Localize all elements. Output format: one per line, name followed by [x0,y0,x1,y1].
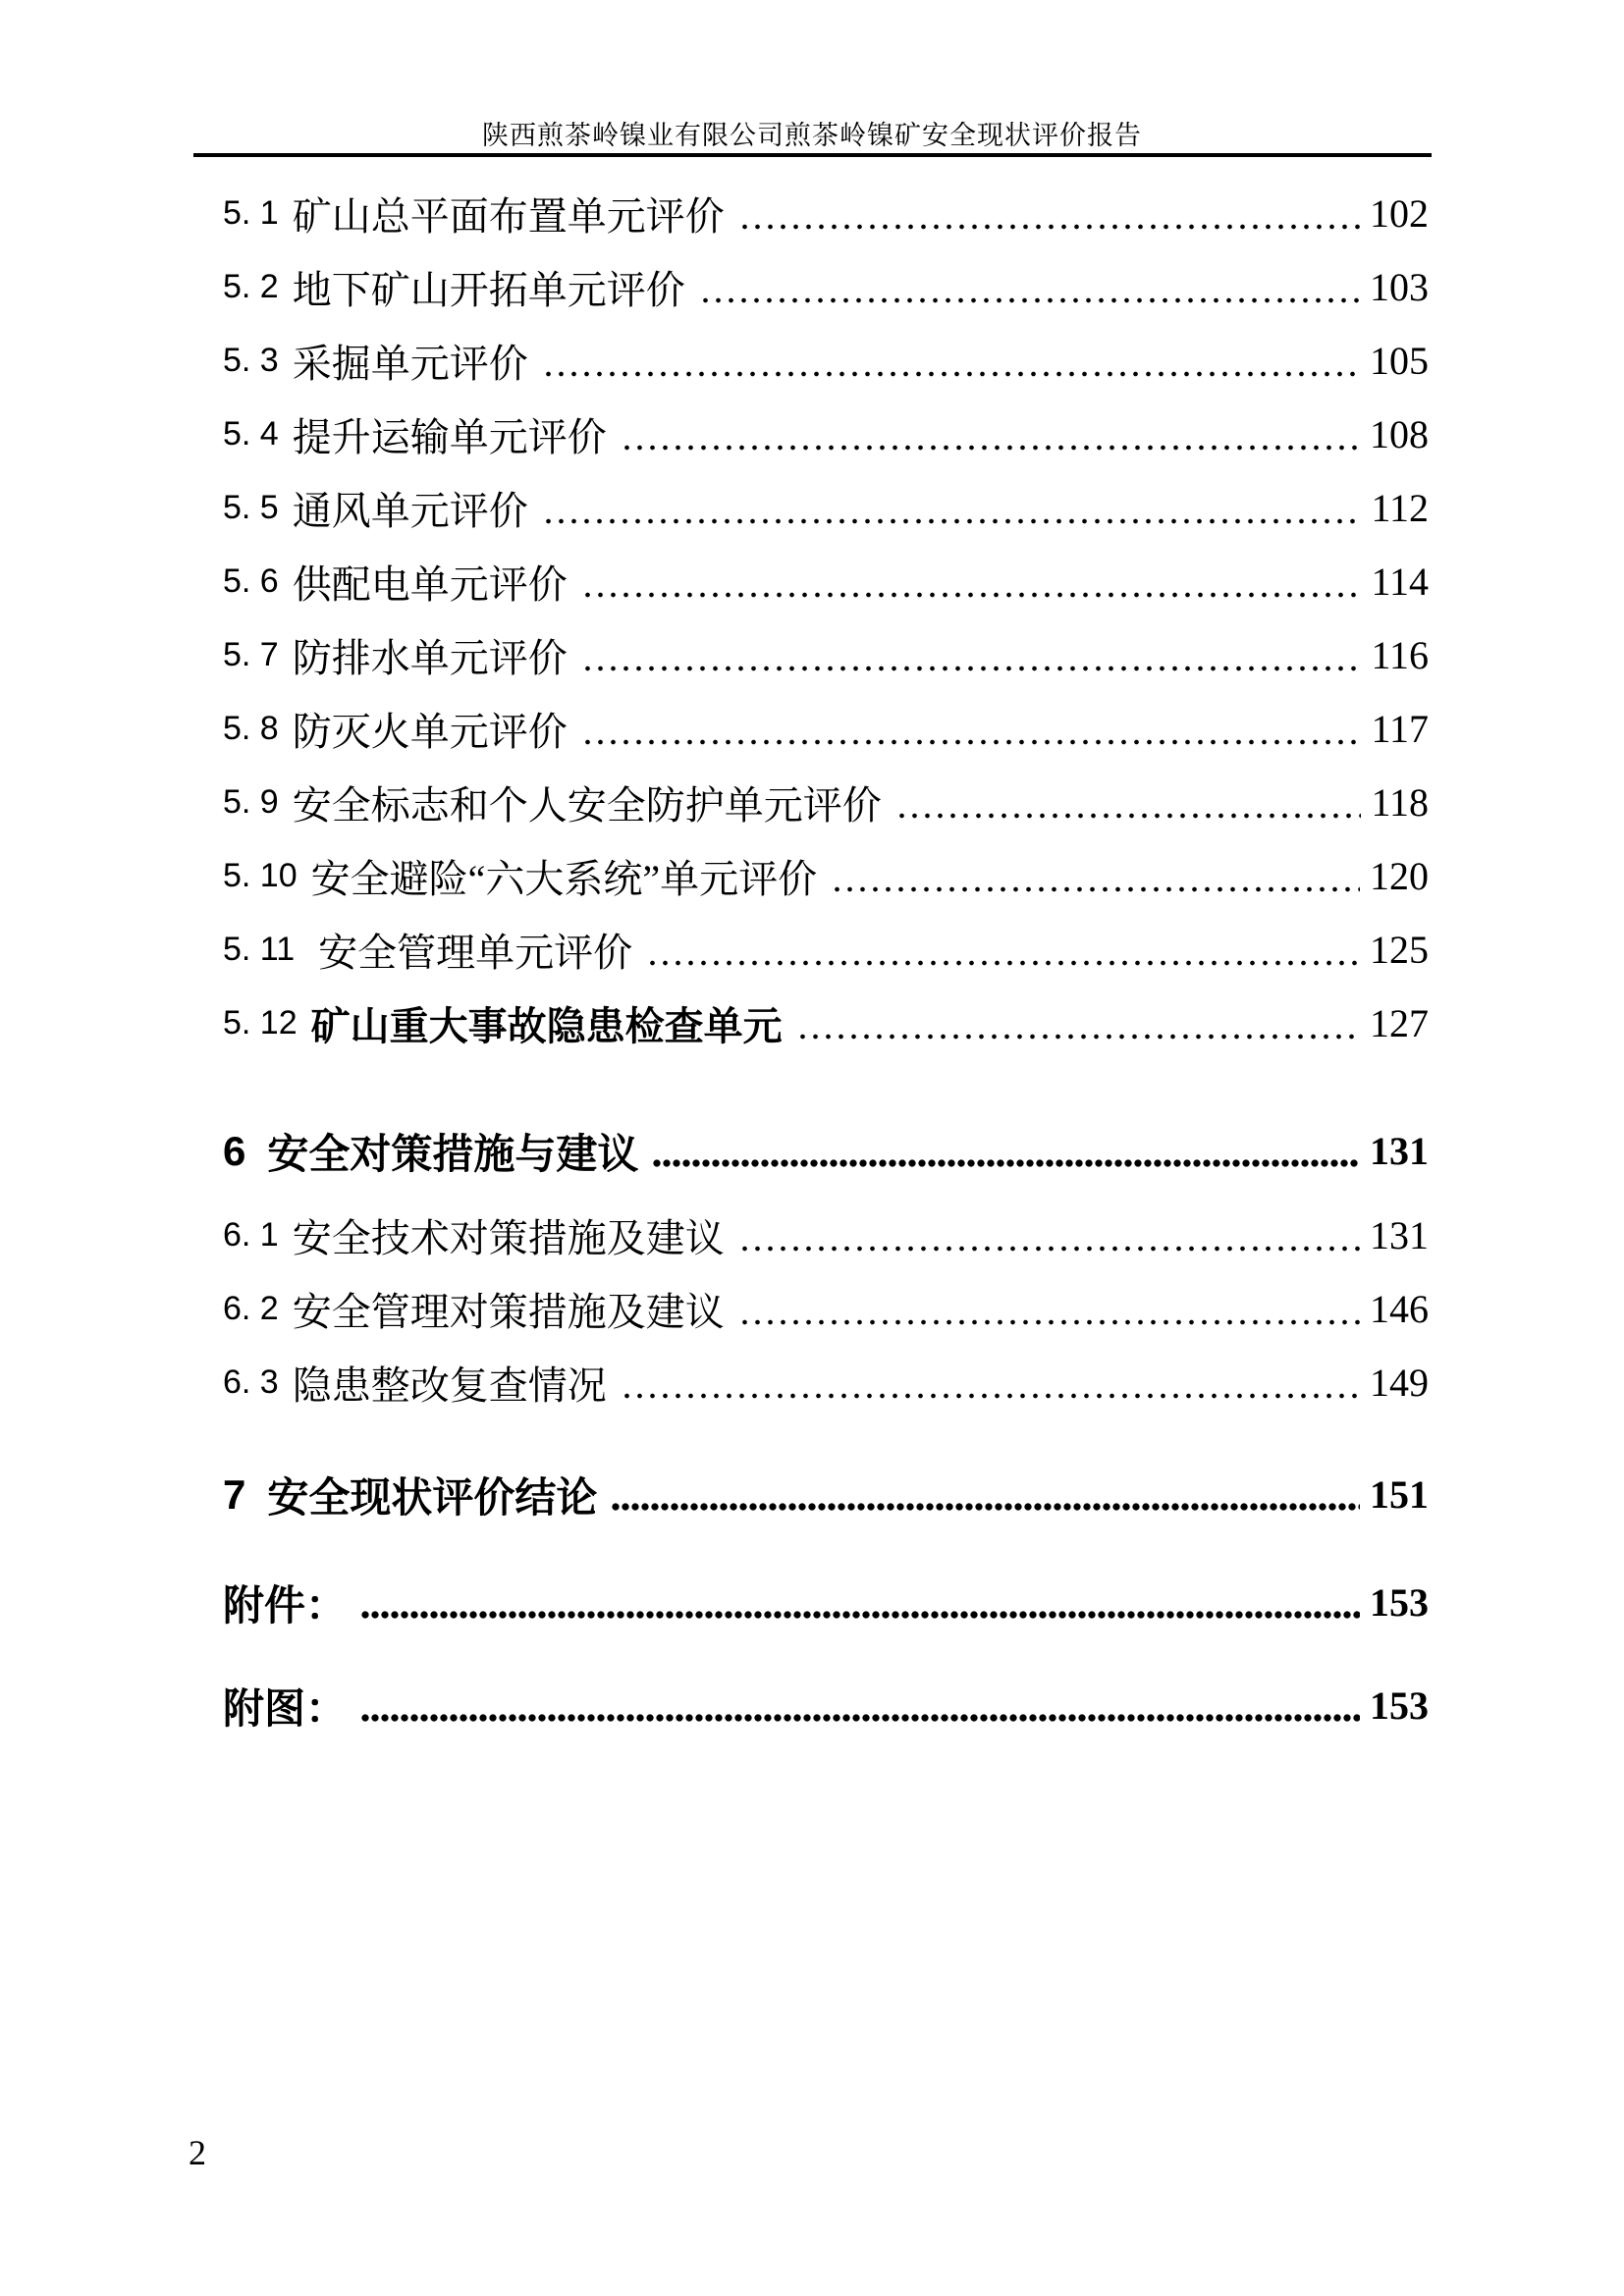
toc-leader-dots [699,295,1360,305]
toc-item-title: 安全避险“六大系统”单元评价 [310,857,818,901]
toc-item-title: 防灭火单元评价 [292,710,568,754]
toc-item-title: 安全对策措施与建议 [267,1130,639,1177]
toc-item-title: 采掘单元评价 [292,342,528,386]
toc-item-page: 131 [1370,1129,1429,1173]
toc-row [223,766,1429,839]
toc-item-page: 118 [1371,780,1429,825]
toc-item-number: 6. 2 [223,1290,279,1327]
toc-leader-dots [360,1609,1360,1621]
toc-item-number: 5. 6 [223,562,279,600]
toc-leader-dots [738,222,1360,232]
toc-row [223,1199,1429,1272]
toc-row [223,471,1429,545]
toc-row [223,177,1429,250]
toc-item-page: 149 [1370,1361,1429,1405]
toc-leader-dots [621,1391,1360,1401]
toc-item-number: 5. 2 [223,268,279,305]
toc-item-page: 103 [1370,265,1429,309]
toc-row [223,913,1429,987]
toc-row [223,250,1429,324]
toc-leader-dots [611,1501,1360,1513]
toc-row [223,618,1429,692]
toc-item-title: 安全管理单元评价 [308,931,633,975]
toc-row [223,1346,1429,1419]
toc-item-number: 5. 3 [223,342,279,379]
toc-item-title: 防排水单元评价 [292,636,568,680]
toc-item-page: 127 [1370,1001,1429,1045]
toc-item-number: 7 [223,1470,246,1518]
toc-leader-dots [581,590,1362,600]
toc-item-title: 矿山重大事故隐患检查单元 [310,1005,783,1048]
toc-item-title: 通风单元评价 [292,489,528,533]
toc-item-page: 112 [1371,486,1429,530]
toc-leader-dots [542,369,1360,379]
toc-row [223,398,1429,471]
header-title: 陕西煎茶岭镍业有限公司煎茶岭镍矿安全现状评价报告 [482,121,1142,150]
toc-row [223,692,1429,766]
toc-row [223,1114,1429,1188]
toc-leader-dots [542,516,1362,526]
toc-item-page: 151 [1370,1472,1429,1517]
toc-item-page: 131 [1370,1213,1429,1257]
toc-item-number: 5. 10 [223,857,298,894]
toc-row [223,1566,1429,1639]
toc-leader-dots [652,1157,1360,1169]
toc-item-page: 125 [1370,928,1429,972]
toc-item-page: 117 [1371,707,1429,751]
toc-item-page: 105 [1370,339,1429,383]
toc-item-number: 6 [223,1127,246,1174]
toc-leader-dots [738,1317,1360,1327]
toc-item-number: 6. 1 [223,1216,279,1254]
toc-item-page: 102 [1370,191,1429,236]
toc-item-title: 安全标志和个人安全防护单元评价 [292,783,882,828]
header-rule [193,153,1432,157]
toc-leader-dots [646,958,1360,968]
toc-item-number: 5. 4 [223,415,279,453]
toc-item-number: 6. 3 [223,1363,279,1401]
toc-item-title: 安全管理对策措施及建议 [292,1290,725,1334]
toc-leader-dots [831,884,1360,894]
toc [223,177,1429,1742]
toc-row [223,987,1429,1060]
toc-item-title: 供配电单元评价 [292,562,568,607]
toc-row [223,324,1429,398]
toc-item-number: 5. 8 [223,710,279,747]
toc-leader-dots [738,1244,1360,1254]
toc-leader-dots [621,443,1360,453]
toc-item-title: 附件： [223,1581,348,1629]
toc-item-number: 5. 1 [223,194,279,232]
toc-row [223,1458,1429,1531]
toc-row [223,839,1429,913]
toc-row [223,1272,1429,1346]
toc-leader-dots [581,664,1362,673]
toc-item-page: 120 [1370,854,1429,898]
toc-leader-dots [360,1712,1360,1724]
toc-leader-dots [581,737,1362,747]
toc-item-title: 安全技术对策措施及建议 [292,1216,725,1260]
toc-item-title: 地下矿山开拓单元评价 [292,268,685,312]
toc-item-title: 矿山总平面布置单元评价 [292,194,725,239]
toc-leader-dots [796,1032,1360,1041]
toc-item-title: 提升运输单元评价 [292,415,607,459]
toc-row [223,545,1429,618]
toc-item-title: 附图： [223,1684,348,1732]
toc-item-page: 153 [1370,1580,1429,1625]
toc-item-number: 5. 7 [223,636,279,673]
toc-leader-dots [895,811,1362,821]
footer-page-number: 2 [189,2133,206,2172]
toc-item-page: 153 [1370,1683,1429,1728]
toc-item-page: 146 [1370,1287,1429,1331]
toc-item-title: 隐患整改复查情况 [292,1363,607,1408]
toc-item-page: 108 [1370,412,1429,456]
toc-item-number: 5. 12 [223,1004,298,1041]
toc-row [223,1669,1429,1742]
toc-item-number: 5. 5 [223,489,279,526]
toc-item-page: 114 [1371,560,1429,604]
toc-item-page: 116 [1371,633,1429,677]
toc-item-title: 安全现状评价结论 [267,1473,598,1521]
toc-item-number: 5. 11 [223,931,296,968]
toc-item-number: 5. 9 [223,783,279,821]
